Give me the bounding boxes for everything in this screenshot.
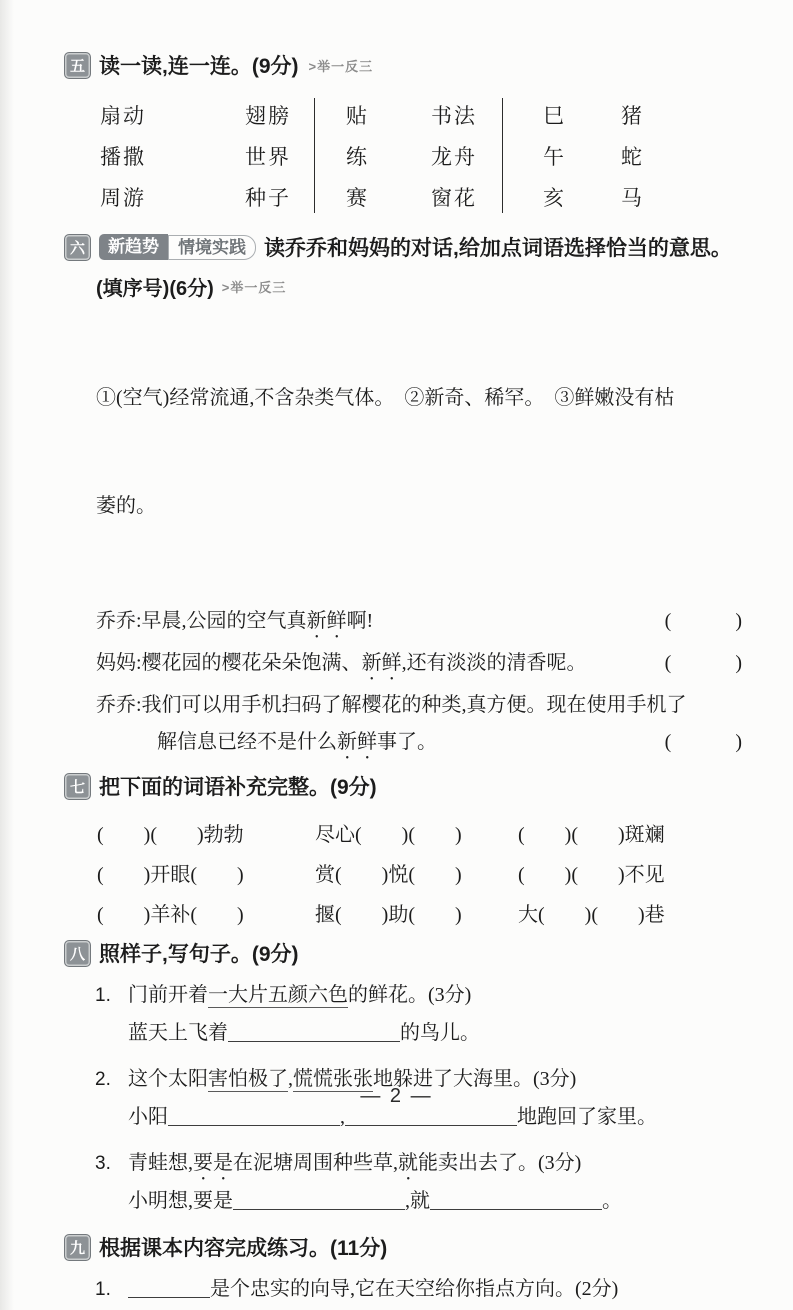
sentence-item-3 — [95, 1146, 743, 1224]
match-word: 巳 — [543, 103, 566, 128]
section-8-heading — [64, 938, 743, 968]
item-number: 2. — [95, 1069, 111, 1090]
dialog-3-text-part-2: 解信息已经不是什么新鲜事了。 — [157, 731, 437, 753]
answer-parentheses: ( ) — [664, 731, 743, 753]
idiom-blank: 揠( )助( ) — [315, 903, 462, 926]
meaning-options-line-2: 萎的。 — [96, 495, 156, 517]
section-8-title: 照样子,写句子。(9分) — [99, 943, 299, 966]
answer-parentheses: ( ) — [664, 652, 743, 674]
idiom-blank: 大( )( )巷 — [518, 903, 665, 926]
idiom-blank: ( )( )斑斓 — [518, 823, 665, 846]
section-6-tag: >举一反三 — [221, 279, 287, 295]
match-word: 马 — [621, 185, 644, 210]
example-sentence: 门前开着一大片五颜六色的鲜花。(3分) — [128, 984, 472, 1006]
match-column-6 — [621, 94, 681, 217]
dialog-1-text: 乔乔:早晨,公园的空气真新鲜啊! — [96, 610, 374, 632]
section-6-heading — [64, 232, 743, 262]
answer-line — [95, 1016, 743, 1056]
example-sentence: 这个太阳害怕极了,慌慌张张地躲进了大海里。(3分) — [128, 1068, 577, 1090]
section-5-tag: >举一反三 — [308, 58, 374, 74]
match-column-2 — [245, 94, 314, 217]
example-sentence: 青蛙想,要是在泥塘周围种些草,就能卖出去了。(3分) — [128, 1152, 582, 1174]
match-word: 周游 — [100, 185, 146, 210]
answer-line — [95, 1184, 743, 1224]
item-number: 1. — [95, 1279, 111, 1300]
match-word: 蛇 — [621, 144, 644, 169]
answer-parentheses: ( ) — [664, 610, 743, 632]
item-number: 3. — [95, 1153, 111, 1174]
example-line — [95, 978, 743, 1016]
context-practice-badge: 情境实践 — [168, 235, 256, 260]
idiom-fill-grid — [97, 812, 743, 932]
recall-line — [95, 1272, 743, 1310]
idiom-blank: ( )( )勃勃 — [97, 823, 244, 846]
match-word: 播撒 — [100, 144, 146, 169]
dialog-3-text-part-1: 乔乔:我们可以用手机扫码了解樱花的种类,真方便。现在使用手机了 — [96, 694, 687, 716]
recall-item-1 — [95, 1272, 743, 1310]
match-word: 赛 — [346, 185, 369, 210]
match-word: 龙舟 — [431, 144, 477, 169]
match-column-3 — [315, 94, 431, 217]
section-6 — [64, 232, 743, 761]
section-5-number-badge: 五 — [64, 52, 91, 79]
idiom-blank: 尽心( )( ) — [315, 823, 462, 846]
match-word: 猪 — [621, 103, 644, 128]
section-6-number-badge: 六 — [64, 234, 91, 261]
match-word: 书法 — [431, 103, 477, 128]
dialog-2-text: 妈妈:樱花园的樱花朵朵饱满、新鲜,还有淡淡的清香呢。 — [96, 652, 587, 674]
section-9-title: 根据课本内容完成练习。(11分) — [99, 1237, 388, 1260]
section-9 — [64, 1232, 743, 1310]
recall-sentence: 是个忠实的向导,它在天空给你指点方向。(2分) — [128, 1272, 618, 1301]
match-column-4 — [431, 94, 502, 217]
match-column-5 — [503, 94, 621, 217]
answer-sentence: 蓝天上飞着 的鸟儿。 — [128, 1022, 480, 1044]
section-5 — [64, 50, 743, 217]
example-line — [95, 1146, 743, 1184]
dialog-block — [96, 604, 743, 761]
dialog-line-2 — [96, 646, 743, 688]
section-7 — [64, 771, 743, 932]
page-number: — 2 — — [360, 1085, 433, 1107]
dialog-line-3b — [96, 725, 743, 761]
section-9-number-badge: 九 — [64, 1234, 91, 1261]
answer-sentence: 小阳 , 地跑回了家里。 — [128, 1106, 657, 1128]
section-5-title: 读一读,连一连。(9分) — [99, 55, 299, 78]
section-6-title: 读乔乔和妈妈的对话,给加点词语选择恰当的意思。 — [264, 237, 732, 260]
meaning-options-line-1: ①(空气)经常流通,不含杂类气体。 ②新奇、稀罕。 ③鲜嫩没有枯 — [96, 387, 675, 409]
match-word: 扇动 — [100, 103, 146, 128]
match-word: 亥 — [543, 185, 566, 210]
section-6-subtitle-line — [96, 273, 743, 299]
dialog-line-3a — [96, 688, 743, 725]
sentence-item-1 — [95, 978, 743, 1056]
section-7-heading — [64, 771, 743, 801]
idiom-blank: 赏( )悦( ) — [315, 863, 462, 886]
match-word: 世界 — [245, 144, 291, 169]
idiom-blank: ( )羊补( ) — [97, 903, 244, 926]
section-9-heading — [64, 1232, 743, 1262]
section-8-number-badge: 八 — [64, 940, 91, 967]
match-word: 翅膀 — [245, 103, 291, 128]
new-trend-badge: 新趋势 — [99, 234, 168, 260]
idiom-blank: ( )开眼( ) — [97, 863, 244, 886]
section-6-subtitle: (填序号)(6分) — [96, 277, 214, 300]
answer-sentence: 小明想,要是 ,就 。 — [128, 1190, 622, 1212]
match-column-1 — [100, 94, 245, 217]
match-word: 练 — [346, 144, 369, 169]
match-word: 午 — [543, 144, 566, 169]
item-number: 1. — [95, 985, 111, 1006]
match-word: 种子 — [245, 185, 291, 210]
match-word: 窗花 — [431, 185, 477, 210]
match-word: 贴 — [346, 103, 369, 128]
section-7-number-badge: 七 — [64, 773, 91, 800]
section-5-heading — [64, 50, 743, 80]
section-7-title: 把下面的词语补充完整。(9分) — [99, 776, 377, 799]
meaning-options — [96, 308, 743, 596]
matching-exercise — [64, 94, 743, 217]
idiom-blank: ( )( )不见 — [518, 863, 665, 886]
section-8 — [64, 938, 743, 1224]
recall-items — [95, 1272, 743, 1310]
dialog-line-1 — [96, 604, 743, 646]
